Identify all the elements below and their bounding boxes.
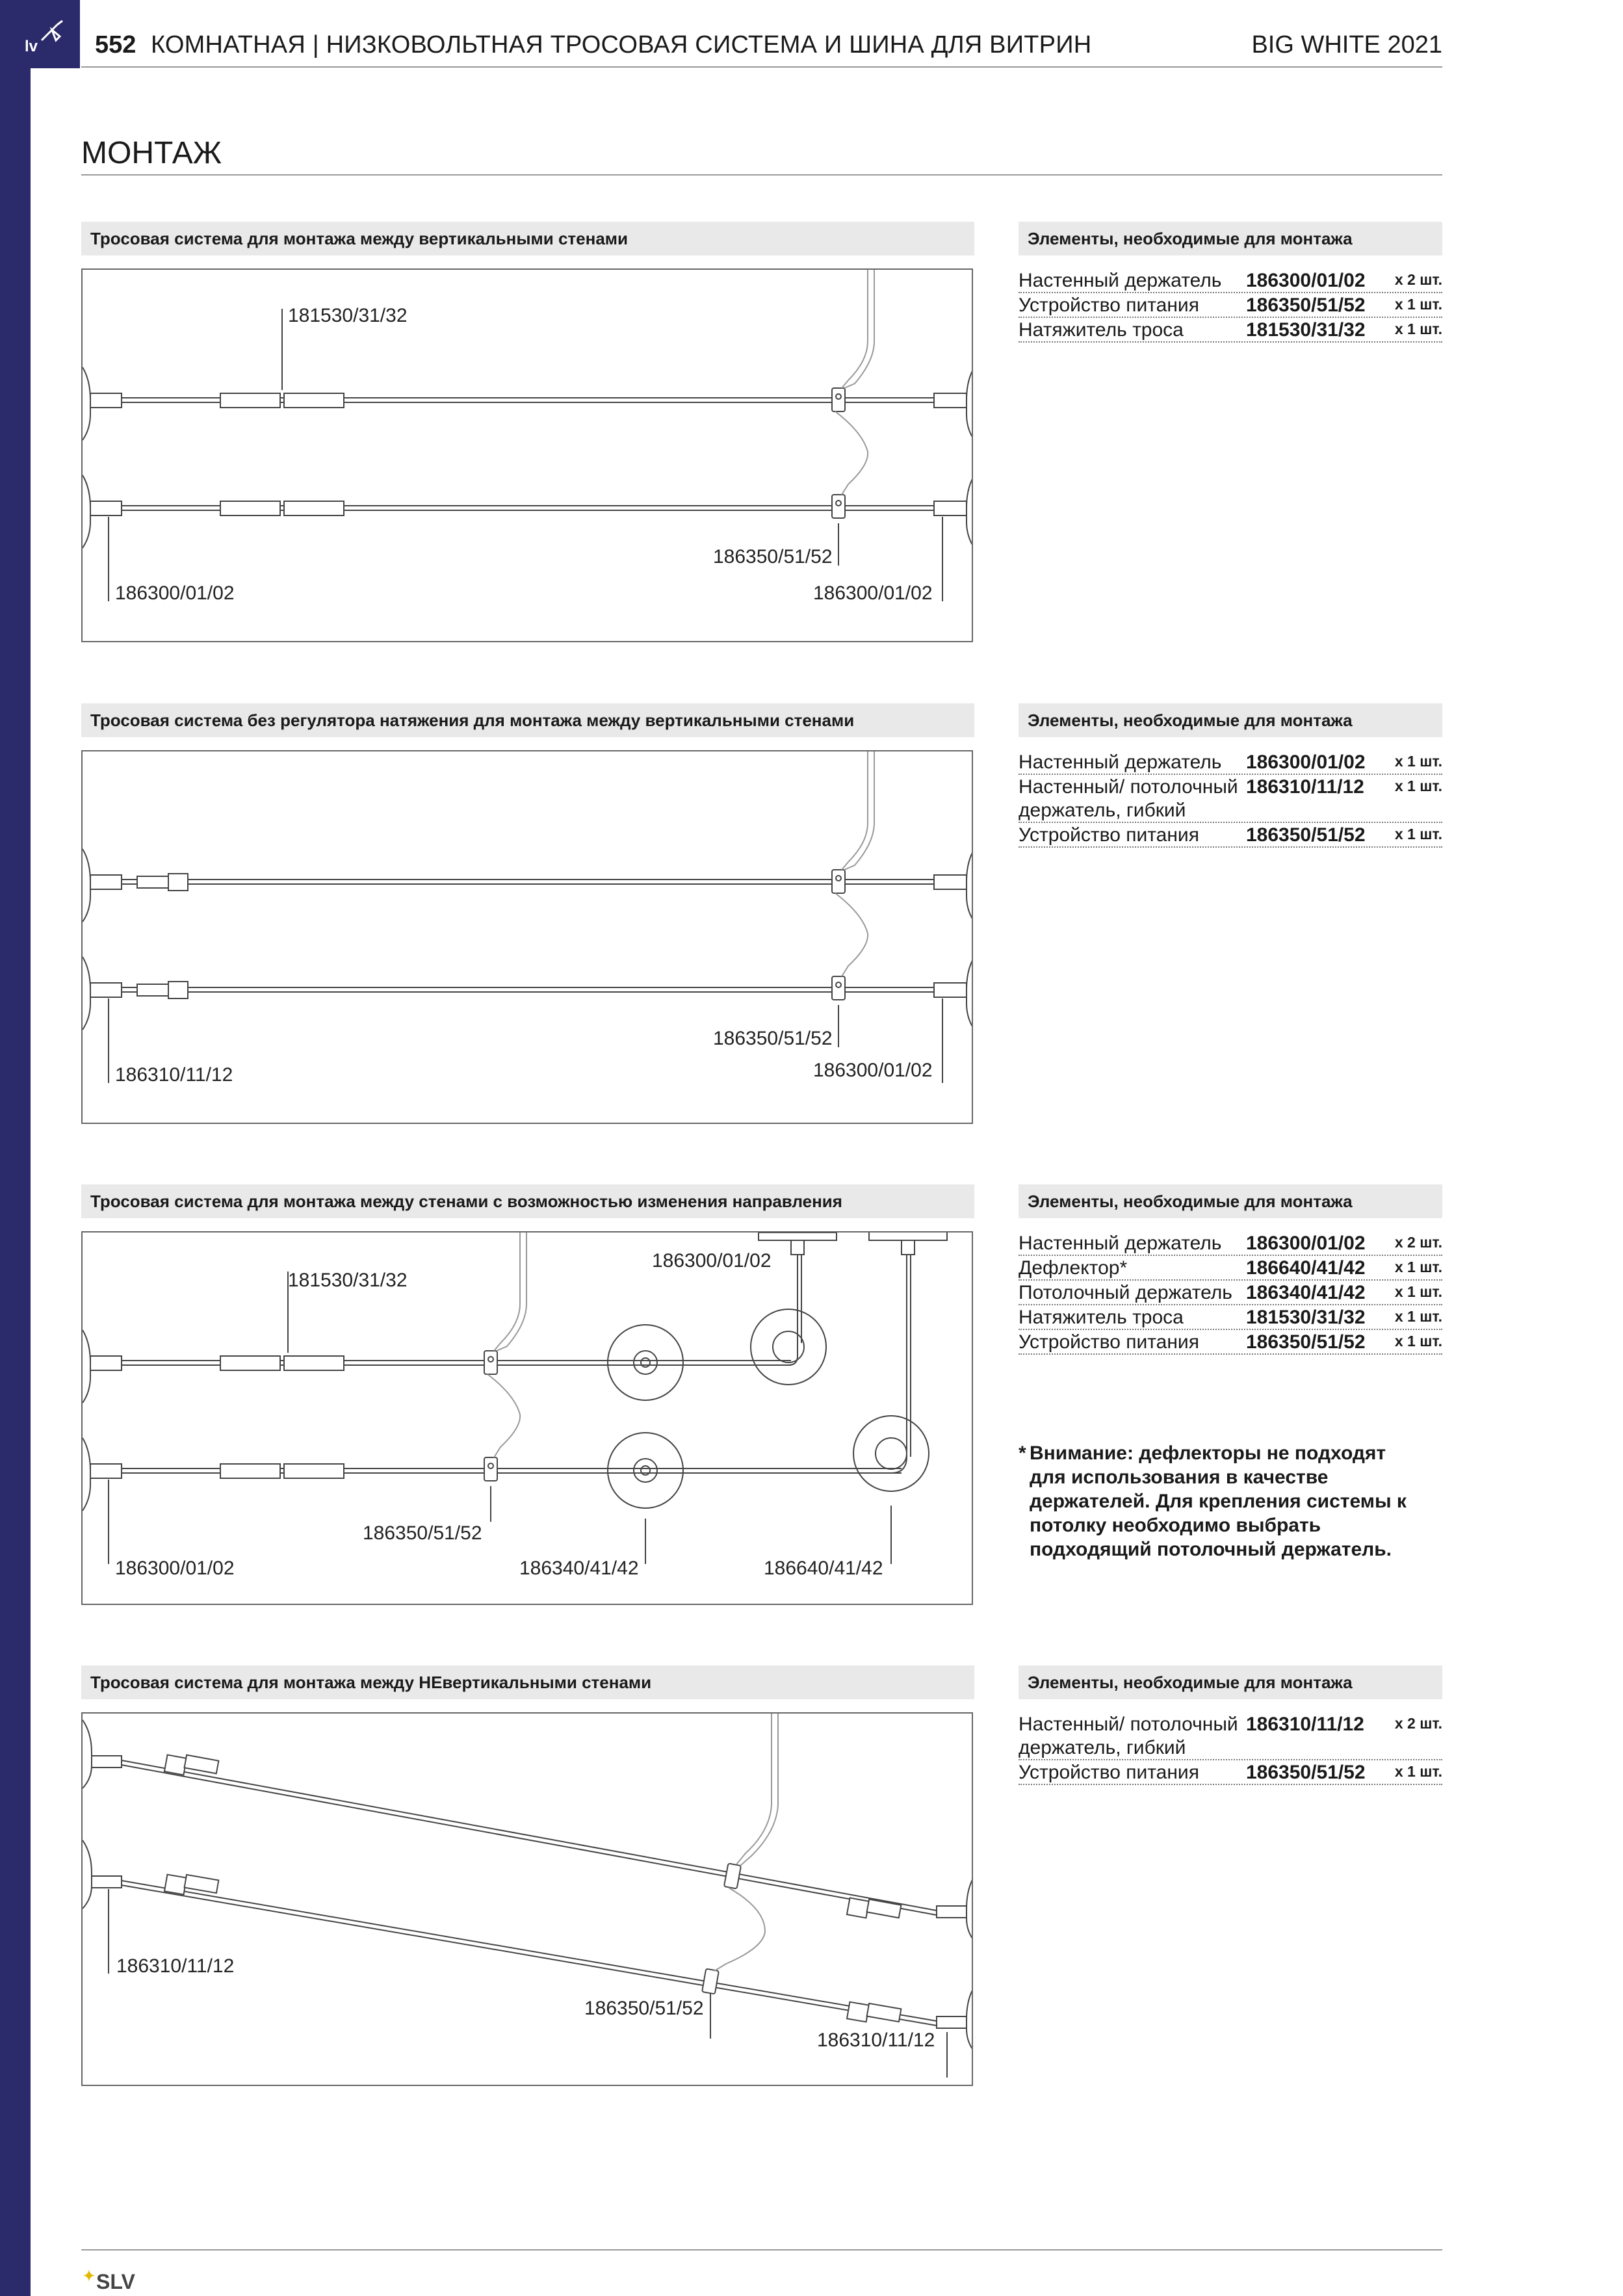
block3-required-title: Элементы, необходимые для монтажа bbox=[1019, 1184, 1442, 1218]
table-row: Устройство питания 186350/51/52 x 1 шт. bbox=[1019, 293, 1442, 318]
parts-table-2 bbox=[1019, 750, 1442, 848]
diagram-label: 186350/51/52 bbox=[584, 1998, 704, 2019]
ceiling-holders bbox=[759, 1233, 947, 1457]
diagram-label: 186310/11/12 bbox=[116, 1955, 235, 1977]
diagram-label: 186300/01/02 bbox=[813, 582, 933, 604]
table-row: Устройство питания 186350/51/52 x 1 шт. bbox=[1019, 1760, 1442, 1785]
page-title: КОМНАТНАЯ | НИЗКОВОЛЬТНАЯ ТРОСОВАЯ СИСТЕМА И ШИНА ДЛЯ ВИТРИН bbox=[151, 31, 1092, 59]
lamp-icon bbox=[38, 17, 66, 46]
table-row: Настенный держатель 186300/01/02 x 2 шт. bbox=[1019, 268, 1442, 293]
diagram-label: 186300/01/02 bbox=[115, 1558, 235, 1579]
diagram-label: 181530/31/32 bbox=[288, 1270, 408, 1291]
diagram-vertical-walls bbox=[81, 268, 973, 642]
deflector-discs bbox=[751, 1309, 929, 1491]
block1-title: Тросовая система для монтажа между вертикальными стенами bbox=[81, 222, 974, 255]
chapter-tab bbox=[0, 0, 80, 68]
diagram-label: 186350/51/52 bbox=[713, 1028, 833, 1049]
sidebar-strip bbox=[0, 0, 31, 2296]
diagram-direction-change bbox=[81, 1231, 973, 1605]
power-wires bbox=[835, 751, 874, 976]
block2-required-title: Элементы, необходимые для монтажа bbox=[1019, 703, 1442, 737]
table-row: Устройство питания 186350/51/52 x 1 шт. bbox=[1019, 1330, 1442, 1355]
wall-holders bbox=[83, 1330, 122, 1511]
header-divider bbox=[81, 66, 1442, 68]
table-row: Настенный держатель 186300/01/02 x 1 шт. bbox=[1019, 750, 1442, 775]
cables bbox=[122, 1351, 902, 1481]
block4-title: Тросовая система для монтажа между НЕвертикальными стенами bbox=[81, 1665, 974, 1699]
catalog-name: BIG WHITE 2021 bbox=[1251, 31, 1442, 59]
power-wires bbox=[835, 270, 874, 495]
parts-table-3 bbox=[1019, 1231, 1442, 1355]
table-row: Настенный держатель 186300/01/02 x 2 шт. bbox=[1019, 1231, 1442, 1256]
diagram-label: 186310/11/12 bbox=[817, 2029, 935, 2051]
note-asterisk: * bbox=[1019, 1442, 1026, 1464]
table-row: Настенный/ потолочный держатель, гибкий 186310/11/12 x 2 шт. bbox=[1019, 1712, 1442, 1760]
footer-divider bbox=[81, 2249, 1442, 2250]
logo-star-icon: ✦ bbox=[82, 2266, 96, 2286]
page-number: 552 bbox=[95, 31, 136, 59]
table-row: Дефлектор* 186640/41/42 x 1 шт. bbox=[1019, 1256, 1442, 1281]
block2-title: Тросовая система без регулятора натяжения для монтажа между вертикальными стенами bbox=[81, 703, 974, 737]
cable-top bbox=[122, 388, 934, 411]
diagram-label: 186300/01/02 bbox=[652, 1250, 772, 1272]
diagram-label: 181530/31/32 bbox=[288, 305, 408, 326]
block4-required-title: Элементы, необходимые для монтажа bbox=[1019, 1665, 1442, 1699]
diagram-label: 186300/01/02 bbox=[115, 582, 235, 604]
diagram-label: 186300/01/02 bbox=[813, 1060, 933, 1081]
diagram-label: 186350/51/52 bbox=[363, 1522, 482, 1544]
section-title: МОНТАЖ bbox=[81, 136, 222, 170]
power-wires bbox=[487, 1233, 526, 1457]
diagram-label: 186350/51/52 bbox=[713, 546, 833, 567]
cable-bottom bbox=[122, 495, 934, 518]
diagram-no-tensioner bbox=[81, 750, 973, 1124]
cables bbox=[122, 870, 934, 1000]
ceiling-discs bbox=[608, 1325, 683, 1508]
diagram-label: 186310/11/12 bbox=[115, 1064, 233, 1086]
diagram-label: 186340/41/42 bbox=[519, 1558, 639, 1579]
leader-lines bbox=[109, 1272, 891, 1564]
diagram-label: 186640/41/42 bbox=[764, 1558, 883, 1579]
table-row: Устройство питания 186350/51/52 x 1 шт. bbox=[1019, 823, 1442, 848]
section-divider bbox=[81, 174, 1442, 176]
note-text: Внимание: дефлекторы не подходят для использования в качестве держателей. Для крепления системы к потолку необходимо выбрать подходящий потолочный держатель. bbox=[1030, 1442, 1407, 1560]
table-row: Натяжитель троса 181530/31/32 x 1 шт. bbox=[1019, 1305, 1442, 1330]
parts-table-1 bbox=[1019, 268, 1442, 343]
chapter-tab-label: lv bbox=[25, 38, 38, 55]
power-wires bbox=[714, 1714, 778, 1971]
block3-title: Тросовая система для монтажа между стенами с возможностью изменения направления bbox=[81, 1184, 974, 1218]
block1-required-title: Элементы, необходимые для монтажа bbox=[1019, 222, 1442, 255]
table-row: Настенный/ потолочный держатель, гибкий 186310/11/12 x 1 шт. bbox=[1019, 775, 1442, 823]
table-row: Натяжитель троса 181530/31/32 x 1 шт. bbox=[1019, 318, 1442, 343]
diagram-nonvertical-walls bbox=[81, 1712, 973, 2086]
logo-text: SLV bbox=[96, 2270, 135, 2293]
slanted-cables bbox=[122, 1755, 937, 2026]
parts-table-4 bbox=[1019, 1712, 1442, 1785]
table-row: Потолочный держатель 186340/41/42 x 1 шт. bbox=[1019, 1281, 1442, 1305]
slv-logo bbox=[82, 2266, 160, 2292]
